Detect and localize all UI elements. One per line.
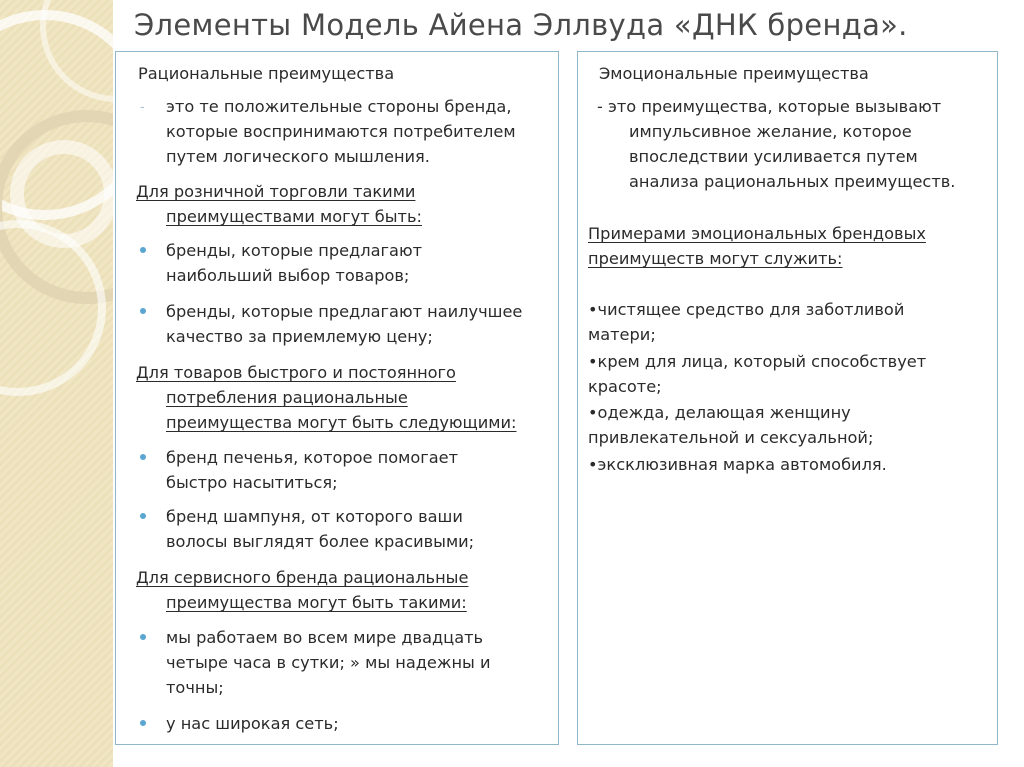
intro-line: - это преимущества, которые вызывают (597, 97, 942, 116)
emotional-heading: Эмоциональные преимущества (599, 64, 869, 83)
bullet-line: бренд шампуня, от которого ваши (166, 507, 463, 526)
example-line: матери; (588, 325, 656, 344)
bullet-dot (140, 247, 146, 253)
decorative-side-band (0, 0, 113, 767)
example-line: •крем для лица, который способствует (588, 352, 927, 371)
bullet-dot (140, 513, 146, 519)
intro-line: анализа рациональных преимуществ. (629, 172, 956, 191)
bullet-line: быстро насытиться; (166, 473, 338, 492)
section-heading-service: Для сервисного бренда рациональные (136, 568, 469, 587)
rational-advantages-panel (115, 51, 559, 745)
bullet-line: точны; (166, 678, 224, 697)
bullet-line: качество за приемлемую цену; (166, 327, 433, 346)
emotional-advantages-panel (577, 51, 998, 745)
intro-line: которые воспринимаются потребителем (166, 122, 516, 141)
section-heading-retail: Для розничной торговли такими (136, 182, 416, 201)
bullet-line: бренды, которые предлагают (166, 241, 422, 260)
section-heading-fmcg: Для товаров быстрого и постоянного (136, 363, 456, 382)
bullet-line: волосы выглядят более красивыми; (166, 532, 475, 551)
example-line: •чистящее средство для заботливой (588, 300, 905, 319)
example-line: красоте; (588, 377, 662, 396)
intro-line: это те положительные стороны бренда, (166, 97, 512, 116)
bullet-line: у нас широкая сеть; (166, 714, 339, 733)
rational-heading: Рациональные преимущества (138, 64, 395, 83)
bullet-line: четыре часа в сутки; » мы надежны и (166, 653, 491, 672)
section-heading-service: преимущества могут быть такими: (166, 593, 467, 612)
bullet-line: бренды, которые предлагают наилучшее (166, 302, 523, 321)
dash-marker: - (140, 100, 145, 115)
section-heading-examples: Примерами эмоциональных брендовых (588, 224, 926, 243)
bullet-dot (140, 308, 146, 314)
example-line: привлекательной и сексуальной; (588, 428, 874, 447)
section-heading-examples: преимуществ могут служить: (588, 249, 843, 268)
intro-line: впоследствии усиливается путем (629, 147, 918, 166)
example-line: •эксклюзивная марка автомобиля. (588, 455, 887, 474)
section-heading-retail: преимуществами могут быть: (166, 207, 422, 226)
example-line: •одежда, делающая женщину (588, 403, 851, 422)
bullet-line: наибольший выбор товаров; (166, 266, 410, 285)
bullet-dot (140, 634, 146, 640)
intro-line: импульсивное желание, которое (629, 122, 912, 141)
slide-title: Элементы Модель Айена Эллвуда «ДНК бренда». (134, 8, 908, 42)
bullet-line: мы работаем во всем мире двадцать (166, 628, 484, 647)
bullet-dot (140, 720, 146, 726)
bullet-dot (140, 454, 146, 460)
section-heading-fmcg: потребления рациональные (166, 388, 408, 407)
decorative-circle (10, 140, 113, 248)
section-heading-fmcg: преимущества могут быть следующими: (166, 413, 517, 432)
bullet-line: бренд печенья, которое помогает (166, 448, 459, 467)
intro-line: путем логического мышления. (166, 147, 430, 166)
